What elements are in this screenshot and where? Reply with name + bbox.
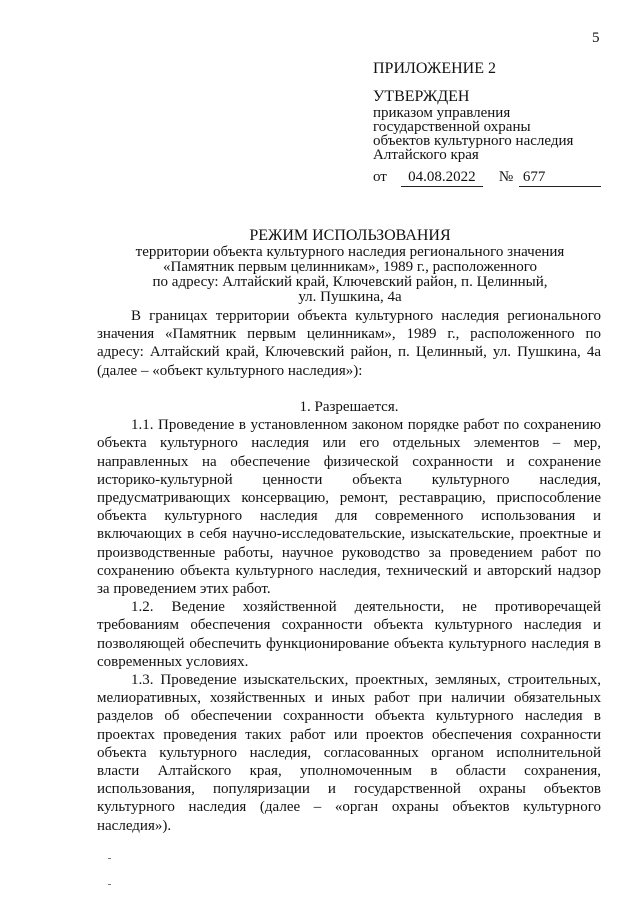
scan-speck — [108, 884, 111, 885]
order-date: 04.08.2022 — [401, 168, 483, 187]
order-number-value: 677 — [522, 169, 546, 185]
approval-line: объектов культурного наследия — [373, 133, 574, 149]
intro-paragraph: В границах территории объекта культурного наследия регионального значения «Памятник первым целинникам», 1989 г., расположенного по адресу: Алтайский край, Ключевский район, п. Целинный, ул. Пушкина, 4а (далее – «объект культурного наследия»): — [97, 308, 601, 379]
approval-block — [373, 60, 601, 187]
approval-line: приказом управления — [373, 105, 511, 121]
order-date-line — [373, 168, 601, 187]
title-line: ул. Пушкина, 4а — [298, 289, 402, 305]
approval-line: Алтайского края — [373, 147, 479, 163]
title-line: территории объекта культурного наследия регионального значения — [135, 244, 565, 260]
intro-block — [97, 307, 601, 380]
order-number — [519, 168, 601, 187]
clause-1-2: 1.2. Ведение хозяйственной деятельности, не противоречащей требованиям обеспечения сохранности объекта культурного наследия и позволяющей обеспечить функционирование объекта культурного наследия в современных условиях. — [97, 599, 601, 670]
clause-1-3: 1.3. Проведение изыскательских, проектных, земляных, строительных, мелиоративных, хозяйственных и иных работ при наличии обязательных разделов об обеспечении сохранности объекта культурного наследия в проектах проведения таких работ или проектов обеспечения сохранности объекта культурного наследия, согласованных органом исполнительной власти Алтайского края, уполномоченным в области сохранения, использования, популяризации и государственной охраны объектов культурного наследия (далее – «орган охраны объектов культурного наследия»). — [97, 672, 601, 834]
section-1 — [97, 398, 601, 835]
title-line: «Памятник первым целинникам», 1989 г., расположенного — [163, 259, 537, 275]
section-heading: 1. Разрешается. — [299, 399, 399, 415]
approved-label: УТВЕРЖДЕН — [373, 88, 470, 105]
scan-speck — [108, 858, 111, 859]
clause-1-1: 1.1. Проведение в установленном законом порядке работ по сохранению объекта культурного наследия или его отдельных элементов – мер, направленных на обеспечение физической сохранности и сохранение историко-культурной ценности объекта культурного наследия, предусматривающих консервацию, ремонт, реставрацию, приспособление объекта культурного наследия для современного использования и включающих в себя научно-исследовательские, изыскательские, проектные и производственные работы, научное руководство за проведением работ по сохранению объекта культурного наследия, технический и авторский надзор за проведением этих работ. — [97, 417, 601, 598]
document-title — [100, 227, 600, 305]
title-line: по адресу: Алтайский край, Ключевский район, п. Целинный, — [152, 274, 548, 290]
number-sign: № — [498, 169, 514, 185]
appendix-title: ПРИЛОЖЕНИЕ 2 — [373, 60, 497, 77]
title-main: РЕЖИМ ИСПОЛЬЗОВАНИЯ — [249, 227, 451, 244]
approval-line: государственной охраны — [373, 119, 531, 135]
date-prefix: от — [373, 169, 387, 185]
page-number: 5 — [592, 30, 600, 46]
